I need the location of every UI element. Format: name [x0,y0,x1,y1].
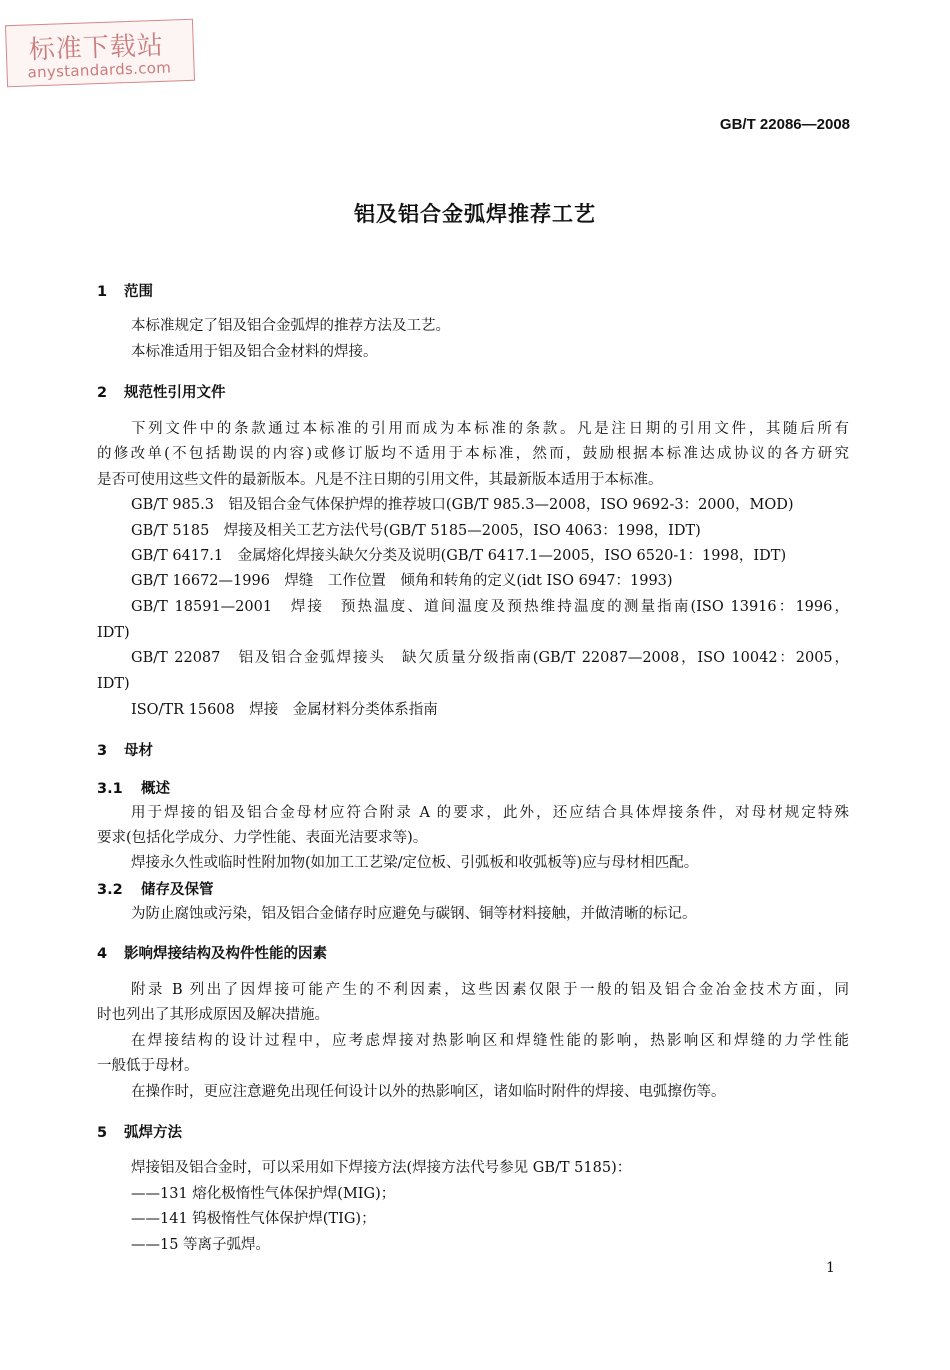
reference-item: GB/T 6417.1 金属熔化焊接头缺欠分类及说明(GB/T 6417.1—2005，ISO 6520-1：1998，IDT) [131,548,787,564]
list-item: ——141 钨极惰性气体保护焊(TIG)； [131,1211,376,1227]
watermark-stamp [5,19,195,88]
paragraph-line: 本标准适用于铝及铝合金材料的焊接。 [131,344,378,360]
paragraph-line: 用于焊接的铝及铝合金母材应符合附录 A 的要求，此外，还应结合具体焊接条件，对母材规定特殊 [131,805,849,821]
section-number: 4 [97,946,108,962]
paragraph-line: 在操作时，更应注意避免出现任何设计以外的热影响区，诸如临时附件的焊接、电弧擦伤等。 [131,1084,726,1100]
standard-number: GB/T 22086—2008 [719,116,850,133]
section-title: 概述 [141,781,170,797]
section-5-heading [97,1121,182,1142]
section-title: 影响焊接结构及构件性能的因素 [124,946,327,962]
section-title: 储存及保管 [141,882,214,898]
section-title: 范围 [124,284,153,300]
section-number: 2 [97,385,108,401]
section-3-heading [97,739,153,760]
paragraph-line: 的修改单(不包括勘误的内容)或修订版均不适用于本标准，然而，鼓励根据本标准达成协议的各方研究 [97,446,849,462]
paragraph-line: 是否可使用这些文件的最新版本。凡是不注日期的引用文件，其最新版本适用于本标准。 [97,472,663,488]
paragraph-line: 附录 B 列出了因焊接可能产生的不利因素，这些因素仅限于一般的铝及铝合金冶金技术方面，同 [131,982,849,998]
section-2-heading [97,381,226,402]
section-number: 1 [97,284,108,300]
document-title: 铝及铝合金弧焊推荐工艺 [354,202,596,226]
section-3-2-heading [97,878,214,899]
reference-item: GB/T 985.3 铝及铝合金气体保护焊的推荐坡口(GB/T 985.3—2008，ISO 9692-3：2000，MOD) [131,497,794,513]
watermark-en-text: anystandards.com [27,58,172,82]
paragraph-line: 时也列出了其形成原因及解决措施。 [97,1007,329,1023]
paragraph-line: 本标准规定了铝及铝合金弧焊的推荐方法及工艺。 [131,318,450,334]
reference-item: GB/T 18591—2001 焊接 预热温度、道间温度及预热维持温度的测量指南(ISO 13916：1996， [131,599,849,615]
reference-item: GB/T 22087 铝及铝合金弧焊接头 缺欠质量分级指南(GB/T 22087—2008，ISO 10042：2005， [131,650,849,666]
watermark-cn-text: 标准下载站 [28,30,165,66]
section-4-heading [97,942,327,963]
section-title: 母材 [124,743,153,759]
section-number: 3.1 [97,781,123,797]
paragraph-line: 在焊接结构的设计过程中，应考虑焊接对热影响区和焊缝性能的影响，热影响区和焊缝的力学性能 [131,1033,849,1049]
section-title: 弧焊方法 [124,1125,182,1141]
reference-item: GB/T 16672—1996 焊缝 工作位置 倾角和转角的定义(idt ISO 6947：1993) [131,573,673,589]
paragraph-line: 一般低于母材。 [97,1058,199,1074]
list-item: ——131 熔化极惰性气体保护焊(MIG)； [131,1186,396,1202]
reference-item: GB/T 5185 焊接及相关工艺方法代号(GB/T 5185—2005，ISO 4063：1998，IDT) [131,523,701,539]
list-item: ——15 等离子弧焊。 [131,1237,271,1253]
section-3-1-heading [97,777,170,798]
section-1-heading [97,280,153,301]
reference-item: ISO/TR 15608 焊接 金属材料分类体系指南 [131,702,438,718]
section-number: 5 [97,1125,108,1141]
paragraph-line: 焊接铝及铝合金时，可以采用如下焊接方法(焊接方法代号参见 GB/T 5185)： [131,1160,632,1176]
reference-item-continuation: IDT) [97,676,130,692]
section-number: 3 [97,743,108,759]
section-number: 3.2 [97,882,123,898]
page-number: 1 [826,1260,835,1276]
section-title: 规范性引用文件 [124,385,226,401]
paragraph-line: 为防止腐蚀或污染，铝及铝合金储存时应避免与碳钢、铜等材料接触，并做清晰的标记。 [131,906,697,922]
paragraph-line: 焊接永久性或临时性附加物(如加工工艺梁/定位板、引弧板和收弧板等)应与母材相匹配。 [131,855,699,871]
paragraph-line: 下列文件中的条款通过本标准的引用而成为本标准的条款。凡是注日期的引用文件，其随后所有 [131,421,849,437]
reference-item-continuation: IDT) [97,625,130,641]
paragraph-line: 要求(包括化学成分、力学性能、表面光洁要求等)。 [97,830,428,846]
